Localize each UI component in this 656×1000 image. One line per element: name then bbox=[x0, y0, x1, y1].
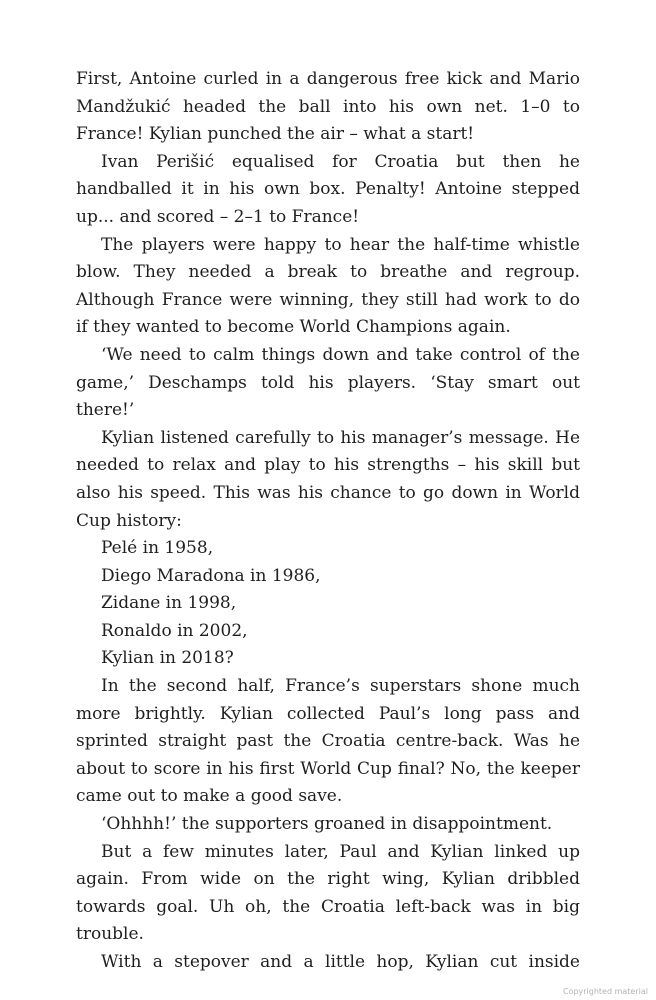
list-line: Diego Maradona in 1986, bbox=[101, 565, 321, 586]
paragraph: ‘Ohhhh!’ the supporters groaned in disappointment. bbox=[101, 814, 553, 835]
list-line: Zidane in 1998, bbox=[101, 593, 237, 614]
paragraph: Ivan Perišić equalised for Croatia but then he handballed it in his own box. Penalty! Antoine stepped up... and scored – 2–1 to France! bbox=[76, 151, 580, 227]
list-line: Kylian in 2018? bbox=[101, 648, 234, 669]
paragraph: ‘We need to calm things down and take control of the game,’ Deschamps told his players. ‘Stay smart out there!’ bbox=[76, 344, 580, 421]
paragraph-last-line: With a stepover and a little hop, Kylian cut inside bbox=[101, 952, 580, 972]
paragraph: But a few minutes later, Paul and Kylian linked up again. From wide on the right wing, Kylian dribbled towards goal. Uh oh, the Croatia left-back was in big trouble. bbox=[76, 841, 580, 945]
paragraph: First, Antoine curled in a dangerous free kick and Mario Mandžukić headed the ball into his own net. 1–0 to France! Kylian punched the air – what a start! bbox=[76, 69, 580, 145]
copyright-watermark: Copyrighted material bbox=[562, 987, 648, 996]
paragraph: Kylian listened carefully to his manager’s message. He needed to relax and play to his strengths – his skill but also his speed. This was his chance to go down in World Cup history: bbox=[76, 427, 580, 531]
paragraph: The players were happy to hear the half-time whistle blow. They needed a break to breathe and regroup. Although France were winning, they still had work to do if they wanted to become World Champions again. bbox=[76, 234, 580, 338]
list-line: Pelé in 1958, bbox=[101, 538, 214, 559]
book-page bbox=[76, 66, 580, 977]
list-line: Ronaldo in 2002, bbox=[101, 620, 248, 641]
paragraph: In the second half, France’s superstars shone much more brightly. Kylian collected Paul’s long pass and sprinted straight past the Croatia centre-back. Was he about to score in his first World Cup final? No, the keeper came out to make a good save. bbox=[76, 676, 580, 807]
